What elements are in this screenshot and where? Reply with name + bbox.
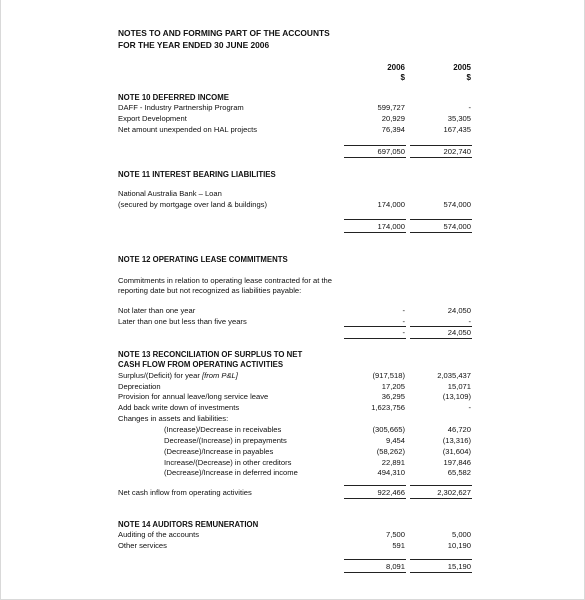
value-2005: 15,071 — [447, 382, 471, 391]
value-2006: 36,295 — [381, 392, 405, 401]
page-title — [118, 28, 418, 51]
total-rule — [410, 572, 472, 573]
value-2006: 174,000 — [377, 200, 405, 209]
value-2006: 22,891 — [381, 458, 405, 467]
value-2006: - — [402, 306, 405, 315]
table-row — [0, 413, 585, 424]
table-row — [0, 370, 585, 381]
table-row — [0, 113, 585, 124]
year-header-2005: 2005 — [453, 63, 471, 72]
row-label — [118, 370, 238, 381]
row-label: Decrease/(Increase) in prepayments — [164, 436, 287, 445]
value-2005: 197,846 — [443, 458, 471, 467]
surplus-label: Surplus/(Deficit) for year — [118, 371, 202, 380]
total-rule — [344, 338, 406, 339]
value-2006: (917,518) — [372, 371, 405, 380]
table-row — [0, 124, 585, 135]
row-label: (Decrease)/Increase in deferred income — [164, 468, 298, 477]
note-14-total-2005: 15,190 — [447, 562, 471, 571]
row-label: Later than one but less than five years — [118, 317, 247, 326]
table-row — [0, 487, 585, 498]
value-2006: 9,454 — [385, 436, 405, 445]
value-2005: - — [468, 317, 471, 326]
table-row — [0, 199, 585, 210]
year-header-2006: 2006 — [387, 63, 405, 72]
note-11-heading: NOTE 11 INTEREST BEARING LIABILITIES — [118, 170, 276, 179]
table-row — [0, 424, 585, 435]
value-2005: 65,582 — [447, 468, 471, 477]
table-row — [0, 446, 585, 457]
value-2005: 5,000 — [451, 530, 471, 539]
value-2006: 599,727 — [377, 103, 405, 112]
value-2006: 922,466 — [377, 488, 405, 497]
subtotal-rule — [410, 219, 472, 220]
note-12-heading: NOTE 12 OPERATING LEASE COMMITMENTS — [118, 255, 288, 264]
title-line-2: FOR THE YEAR ENDED 30 JUNE 2006 — [118, 39, 270, 50]
value-2005: 24,050 — [447, 306, 471, 315]
table-row — [0, 316, 585, 327]
note-12-description: Commitments in relation to operating lease contracted for at the reporting date but not recognized as liabilities payable: — [118, 276, 333, 295]
subtotal-rule — [344, 559, 406, 560]
value-2005: - — [468, 403, 471, 412]
title-line-1: NOTES TO AND FORMING PART OF THE ACCOUNTS — [118, 28, 330, 38]
value-2006: 17,205 — [381, 382, 405, 391]
row-label: Auditing of the accounts — [118, 530, 200, 539]
note-11-total-2005: 574,000 — [443, 222, 471, 231]
value-2006: (305,665) — [372, 425, 405, 434]
table-row — [0, 305, 585, 316]
row-label: Add back write down of investments — [118, 403, 240, 412]
value-2006: 76,394 — [381, 125, 405, 134]
note-11-total-2006: 174,000 — [377, 222, 405, 231]
row-label: Other services — [118, 541, 167, 550]
row-label: Net cash inflow from operating activities — [118, 488, 252, 497]
total-rule — [410, 157, 472, 158]
value-2006: 20,929 — [381, 114, 405, 123]
row-label: Depreciation — [118, 382, 161, 391]
note-14-total-2006: 8,091 — [385, 562, 405, 571]
table-row — [0, 402, 585, 413]
subtotal-rule — [410, 485, 472, 486]
currency-header-2005: $ — [466, 73, 471, 82]
note-10-heading: NOTE 10 DEFERRED INCOME — [118, 93, 229, 102]
row-label: Net amount unexpended on HAL projects — [118, 125, 258, 134]
value-2005: (31,604) — [442, 447, 471, 456]
total-rule — [344, 572, 406, 573]
total-rule — [344, 232, 406, 233]
value-2005: 10,190 — [447, 541, 471, 550]
currency-header-2006: $ — [400, 73, 405, 82]
value-2006: 1,623,756 — [371, 403, 405, 412]
value-2005: 574,000 — [443, 200, 471, 209]
value-2006: 494,310 — [377, 468, 405, 477]
table-row — [0, 467, 585, 478]
value-2005: 2,035,437 — [437, 371, 471, 380]
total-rule — [410, 338, 472, 339]
subtotal-rule — [344, 219, 406, 220]
row-label: National Australia Bank – Loan — [118, 189, 222, 198]
row-label: (secured by mortgage over land & buildings) — [118, 200, 268, 209]
value-2006: 591 — [392, 541, 405, 550]
table-row — [0, 102, 585, 113]
table-row — [0, 391, 585, 402]
note-10-total-2005: 202,740 — [443, 147, 471, 156]
value-2005: 167,435 — [443, 125, 471, 134]
value-2005: 46,720 — [447, 425, 471, 434]
value-2006: - — [402, 317, 405, 326]
row-label: Changes in assets and liabilities: — [118, 414, 229, 423]
row-label: (Decrease)/Increase in payables — [164, 447, 274, 456]
value-2005: 35,305 — [447, 114, 471, 123]
row-label: Not later than one year — [118, 306, 196, 315]
subtotal-rule — [344, 326, 406, 327]
value-2005: (13,109) — [442, 392, 471, 401]
note-14-heading: NOTE 14 AUDITORS REMUNERATION — [118, 520, 259, 529]
total-rule — [410, 498, 472, 499]
note-13-heading-line-1: NOTE 13 RECONCILIATION OF SURPLUS TO NET — [118, 350, 303, 359]
table-row — [0, 540, 585, 551]
value-2005: 2,302,627 — [437, 488, 471, 497]
total-rule — [344, 498, 406, 499]
note-12-total-2005: 24,050 — [447, 328, 471, 337]
subtotal-rule — [344, 485, 406, 486]
table-row — [0, 188, 585, 199]
value-2005: (13,316) — [442, 436, 471, 445]
total-rule — [344, 157, 406, 158]
row-label: Export Development — [118, 114, 187, 123]
row-label: Provision for annual leave/long service leave — [118, 392, 269, 401]
row-label: DAFF - Industry Partnership Program — [118, 103, 244, 112]
row-label: (Increase)/Decrease in receivables — [164, 425, 282, 434]
total-rule — [410, 232, 472, 233]
value-2006: 7,500 — [385, 530, 405, 539]
table-row — [0, 435, 585, 446]
note-12-total-2006: - — [402, 328, 405, 337]
table-row — [0, 529, 585, 540]
value-2006: (58,262) — [376, 447, 405, 456]
subtotal-rule — [410, 559, 472, 560]
note-13-heading-line-2: CASH FLOW FROM OPERATING ACTIVITIES — [118, 360, 284, 369]
surplus-reference: [from P&L] — [201, 371, 238, 380]
value-2005: - — [468, 103, 471, 112]
note-10-total-2006: 697,050 — [377, 147, 405, 156]
row-label: Increase/(Decrease) in other creditors — [164, 458, 292, 467]
